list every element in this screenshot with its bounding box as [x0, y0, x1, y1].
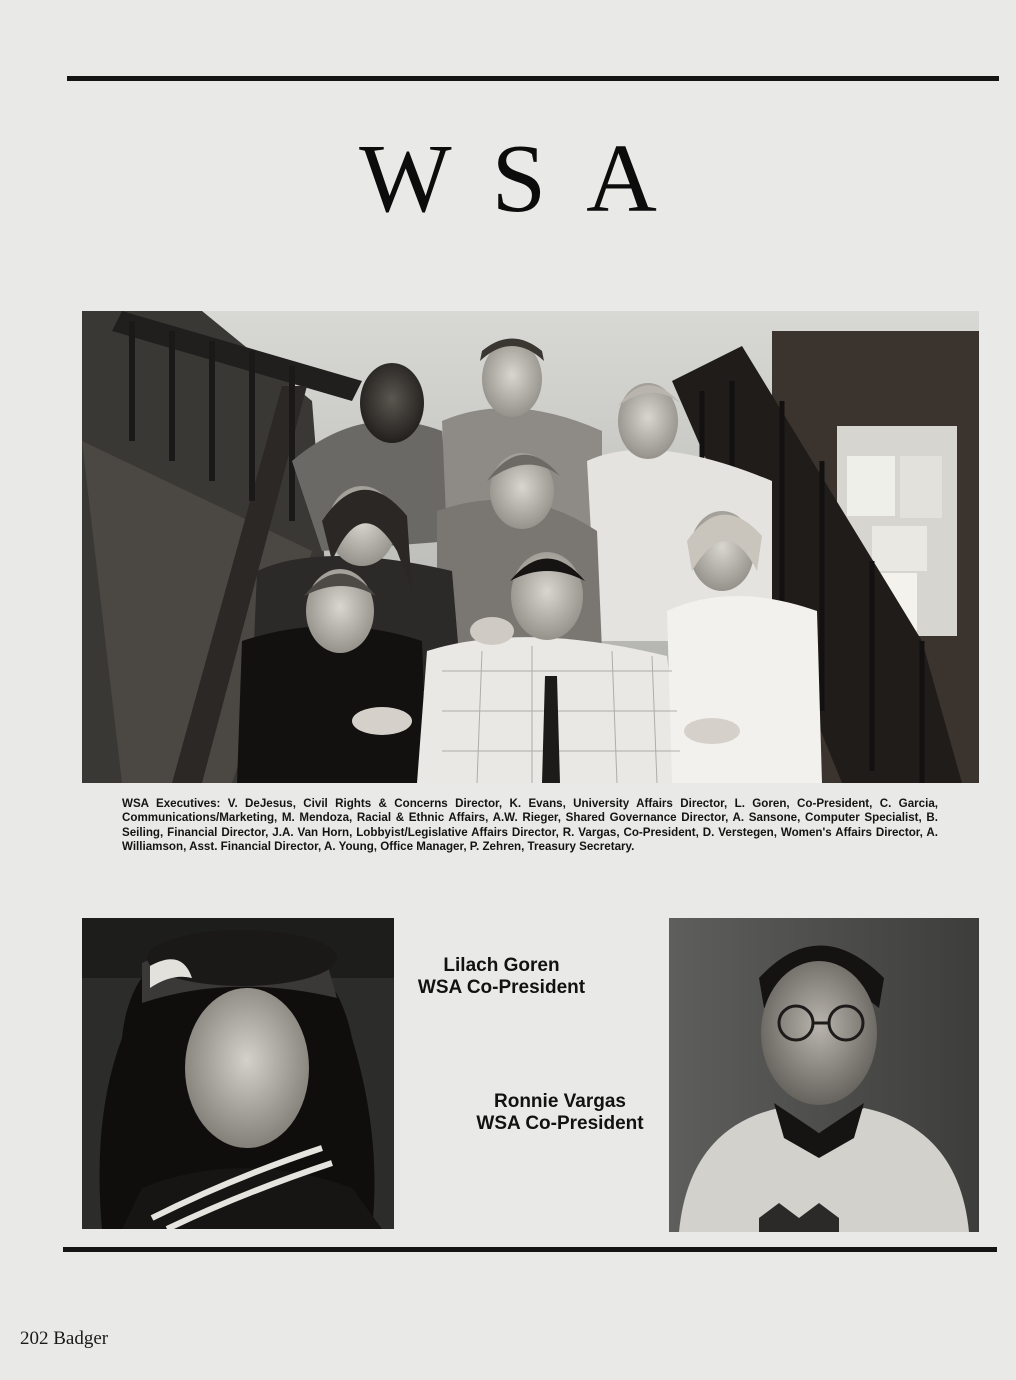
vargas-name: Ronnie Vargas [494, 1091, 626, 1112]
goren-role: WSA Co-President [417, 977, 586, 998]
vargas-role: WSA Co-President [476, 1113, 644, 1134]
group-photo-caption: WSA Executives: V. DeJesus, Civil Rights & Concerns Director, K. Evans, University Affairs Director, L. Goren, Co-President, C. Garcia, Communications/Marketing, M. Mendoza, Racial & Ethnic Affairs, A.W. Rieger, Shared Governance Director, A. Sansone, Computer Specialist, B. Seiling, Financial Director, J.A. Van Horn, Lobbyist/Legislative Affairs Director, R. Vargas, Co-President, D. Verstegen, Women's Affairs Director, A. Williamson, Asst. Financial Director, A. Young, Office Manager, P. Zehren, Treasury Secretary. [122, 797, 938, 854]
page-folio: 202 Badger [20, 1328, 109, 1349]
goren-name: Lilach Goren [443, 955, 560, 976]
group-photo [82, 311, 979, 783]
vargas-label [460, 1091, 660, 1135]
page-title: WSA [359, 125, 697, 233]
goren-label [400, 955, 603, 999]
top-rule [67, 76, 999, 81]
ronnie-vargas-portrait [669, 918, 979, 1232]
lilach-goren-portrait [82, 918, 394, 1229]
bottom-rule [63, 1247, 997, 1252]
